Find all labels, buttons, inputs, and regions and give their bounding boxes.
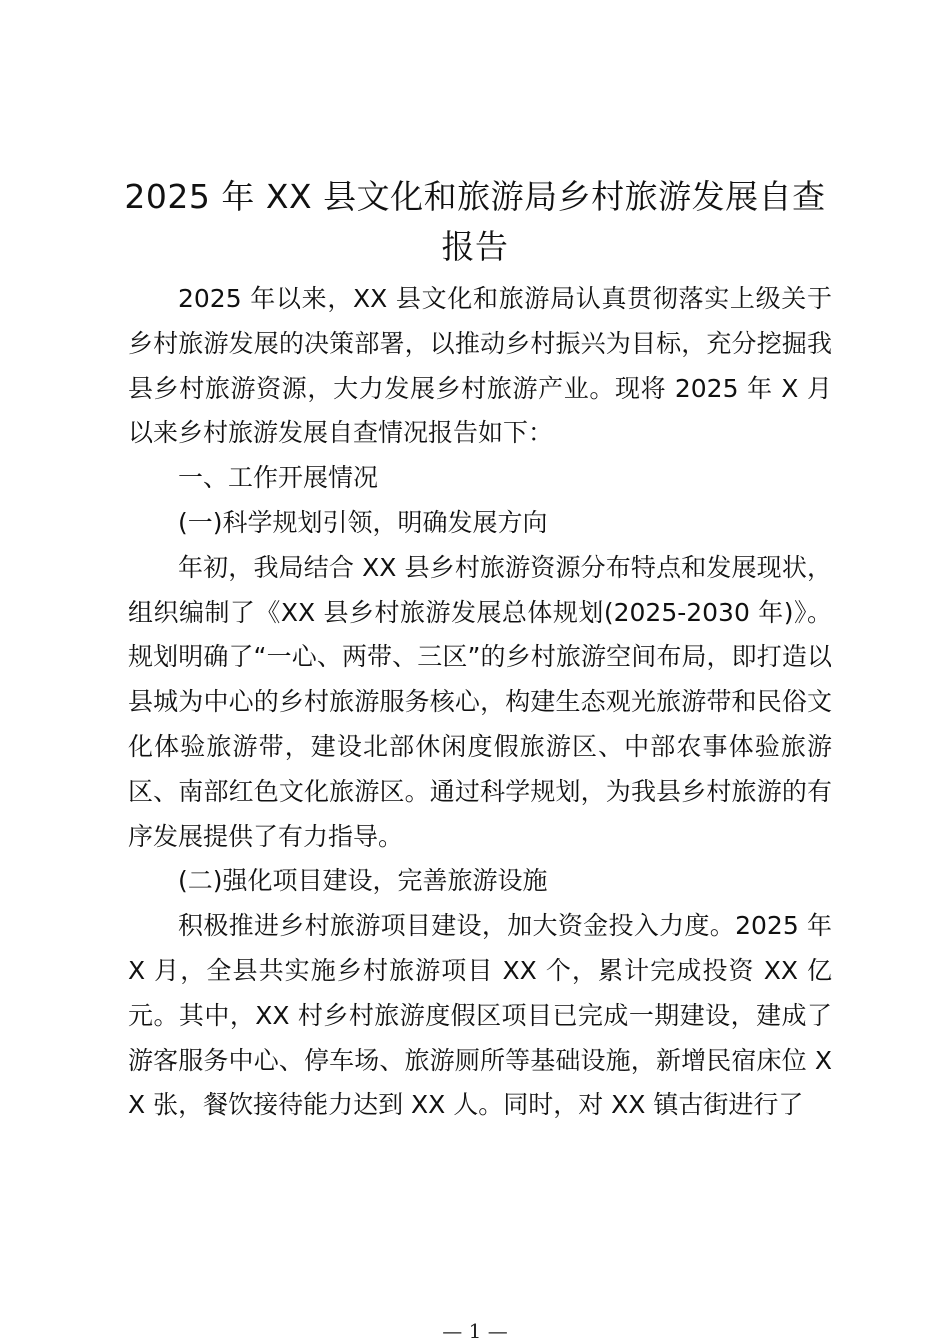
subsection-heading: (二)强化项目建设，完善旅游设施 [178,866,548,896]
document-title: 2025 年 XX 县文化和旅游局乡村旅游发展自查报告 [124,177,826,266]
intro-paragraph: 2025 年以来，XX 县文化和旅游局认真贯彻落实上级关于乡村旅游发展的决策部署，以推动乡村振兴为目标，充分挖掘我县乡村旅游资源，大力发展乡村旅游产业。现将 2025 年 X 月以来乡村旅游发展自查情况报告如下： [128,284,832,448]
section-heading: 一、工作开展情况 [178,463,379,493]
page-number: — 1 — [442,1319,508,1343]
body-paragraph: 积极推进乡村旅游项目建设，加大资金投入力度。2025 年 X 月，全县共实施乡村旅游项目 XX 个，累计完成投资 XX 亿元。其中，XX 村乡村旅游度假区项目已完成一期建设，建成了游客服务中心、停车场、旅游厕所等基础设施，新增民宿床位 XX 张，餐饮接待能力达到 XX 人。同时，对 XX 镇古街进行了 [128,911,832,1120]
body-paragraph: 年初，我局结合 XX 县乡村旅游资源分布特点和发展现状，组织编制了《XX 县乡村旅游发展总体规划(2025-2030 年)》。规划明确了“一心、两带、三区”的乡村旅游空间布局，即打造以县城为中心的乡村旅游服务核心，构建生态观光旅游带和民俗文化体验旅游带，建设北部休闲度假旅游区、中部农事体验旅游区、南部红色文化旅游区。通过科学规划，为我县乡村旅游的有序发展提供了有力指导。 [128,552,832,851]
document-body [128,277,832,1128]
subsection-heading: (一)科学规划引领，明确发展方向 [178,507,548,537]
